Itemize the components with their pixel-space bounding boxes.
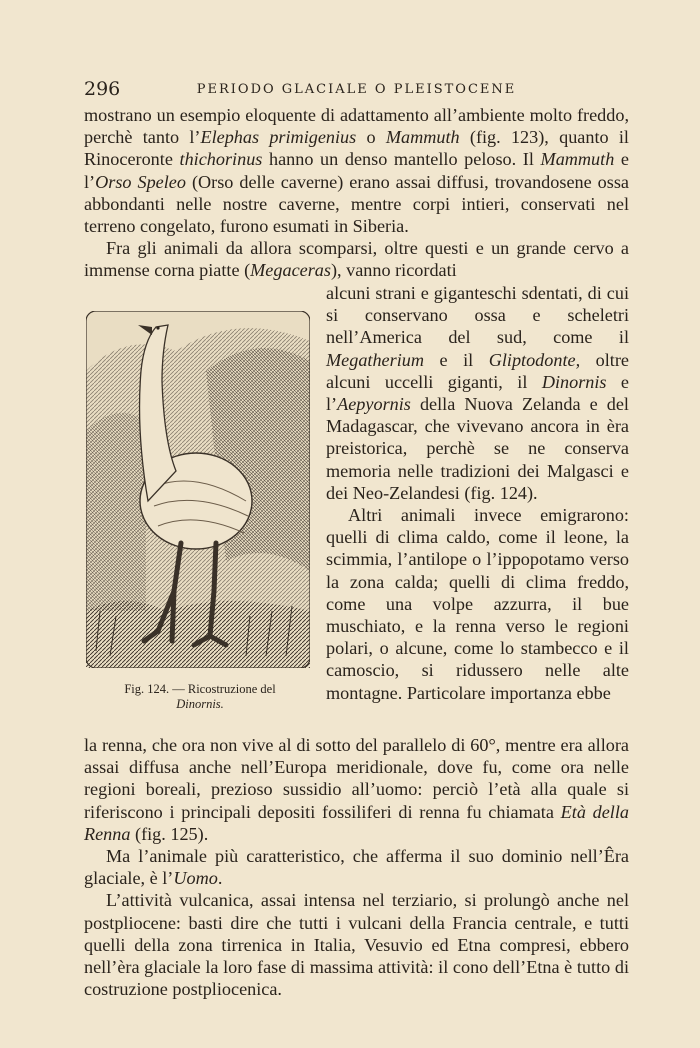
- paragraph-mammuth: mostrano un esempio eloquente di adattamento all’ambiente molto freddo, perchè tanto l’Elephas primigenius o Mammuth (fig. 123), quanto il Rinoceronte thichorinus hanno un denso mantello peloso. Il Mammuth e l’Orso Speleo (Orso delle caverne) erano assai diffusi, trovandosene ossa abbondanti nelle nostre caverne, mentre corpi intieri, conservati nel terreno congelato, furono esumati in Siberia.: [84, 105, 630, 237]
- paragraph-extinct-animals-intro: Fra gli animali da allora scomparsi, oltre questi e un grande cervo a immense corna piatte (Megaceras), vanno ricordati: [84, 238, 629, 281]
- dinornis-illustration: [86, 311, 310, 668]
- page-header: [84, 78, 629, 100]
- text-block-top: [84, 104, 629, 282]
- figure-caption: [90, 682, 310, 712]
- page-number: 296: [84, 78, 121, 100]
- paragraph-vulcanica: L’attività vulcanica, assai intensa nel terziario, si prolungò anche nel postpliocene: basti dire che tutti i vulcani della Francia centrale, e tutti quelli della zona tirrenica in Italia, Vesuvio ed Etna compresi, ebbero nell’èra glaciale la loro fase di massima attività: il cono dell’Etna è tutto di costruzione postpliocenica.: [84, 890, 629, 1000]
- paragraph-uomo: Ma l’animale più caratteristico, che afferma il suo dominio nell’Êra glaciale, è l’Uomo.: [84, 846, 629, 889]
- paragraph-emigration: Altri animali invece emigrarono: quelli di clima caldo, come il leone, la scimmia, l’antilope o l’ippopotamo verso la zona calda; quelli di clima freddo, come una volpe azzurra, il bue muschiato, e la renna verso le regioni polari, o alcune, come lo stambecco e il camoscio, si ridussero nelle alte montagne. Particolare importanza ebbe: [326, 505, 629, 703]
- paragraph-renna: la renna, che ora non vive al di sotto del parallelo di 60°, mentre era allora assai diffusa anche nell’Europa meridionale, dove fu, come ora nelle regioni boreali, prezioso sussidio all’uomo: perciò l’età alla quale si riferiscono i principali depositi fossiliferi di renna fu chiamata Età della Renna (fig. 125).: [84, 735, 630, 844]
- caption-label: Fig. 124. — Ricostruzione del: [124, 682, 276, 696]
- running-title: PERIODO GLACIALE O PLEISTOCENE: [196, 82, 517, 97]
- text-block-bottom: [84, 734, 629, 1000]
- caption-species: Dinornis.: [176, 697, 224, 711]
- text-column-beside-figure: [326, 282, 629, 704]
- paragraph-extinct-animals: alcuni strani e giganteschi sdentati, di cui si conservano ossa e scheletri nell’America del sud, come il Megatherium e il Gliptodonte, oltre alcuni uccelli giganti, il Dinornis e l’Aepyornis della Nuova Zelanda e del Madagascar, che vivevano ancora in èra preistorica, perchè se ne conserva memoria nelle tradizioni dei Malgasci e dei Neo-Zelandesi (fig. 124).: [326, 283, 630, 503]
- dinornis-engraving: [86, 311, 310, 668]
